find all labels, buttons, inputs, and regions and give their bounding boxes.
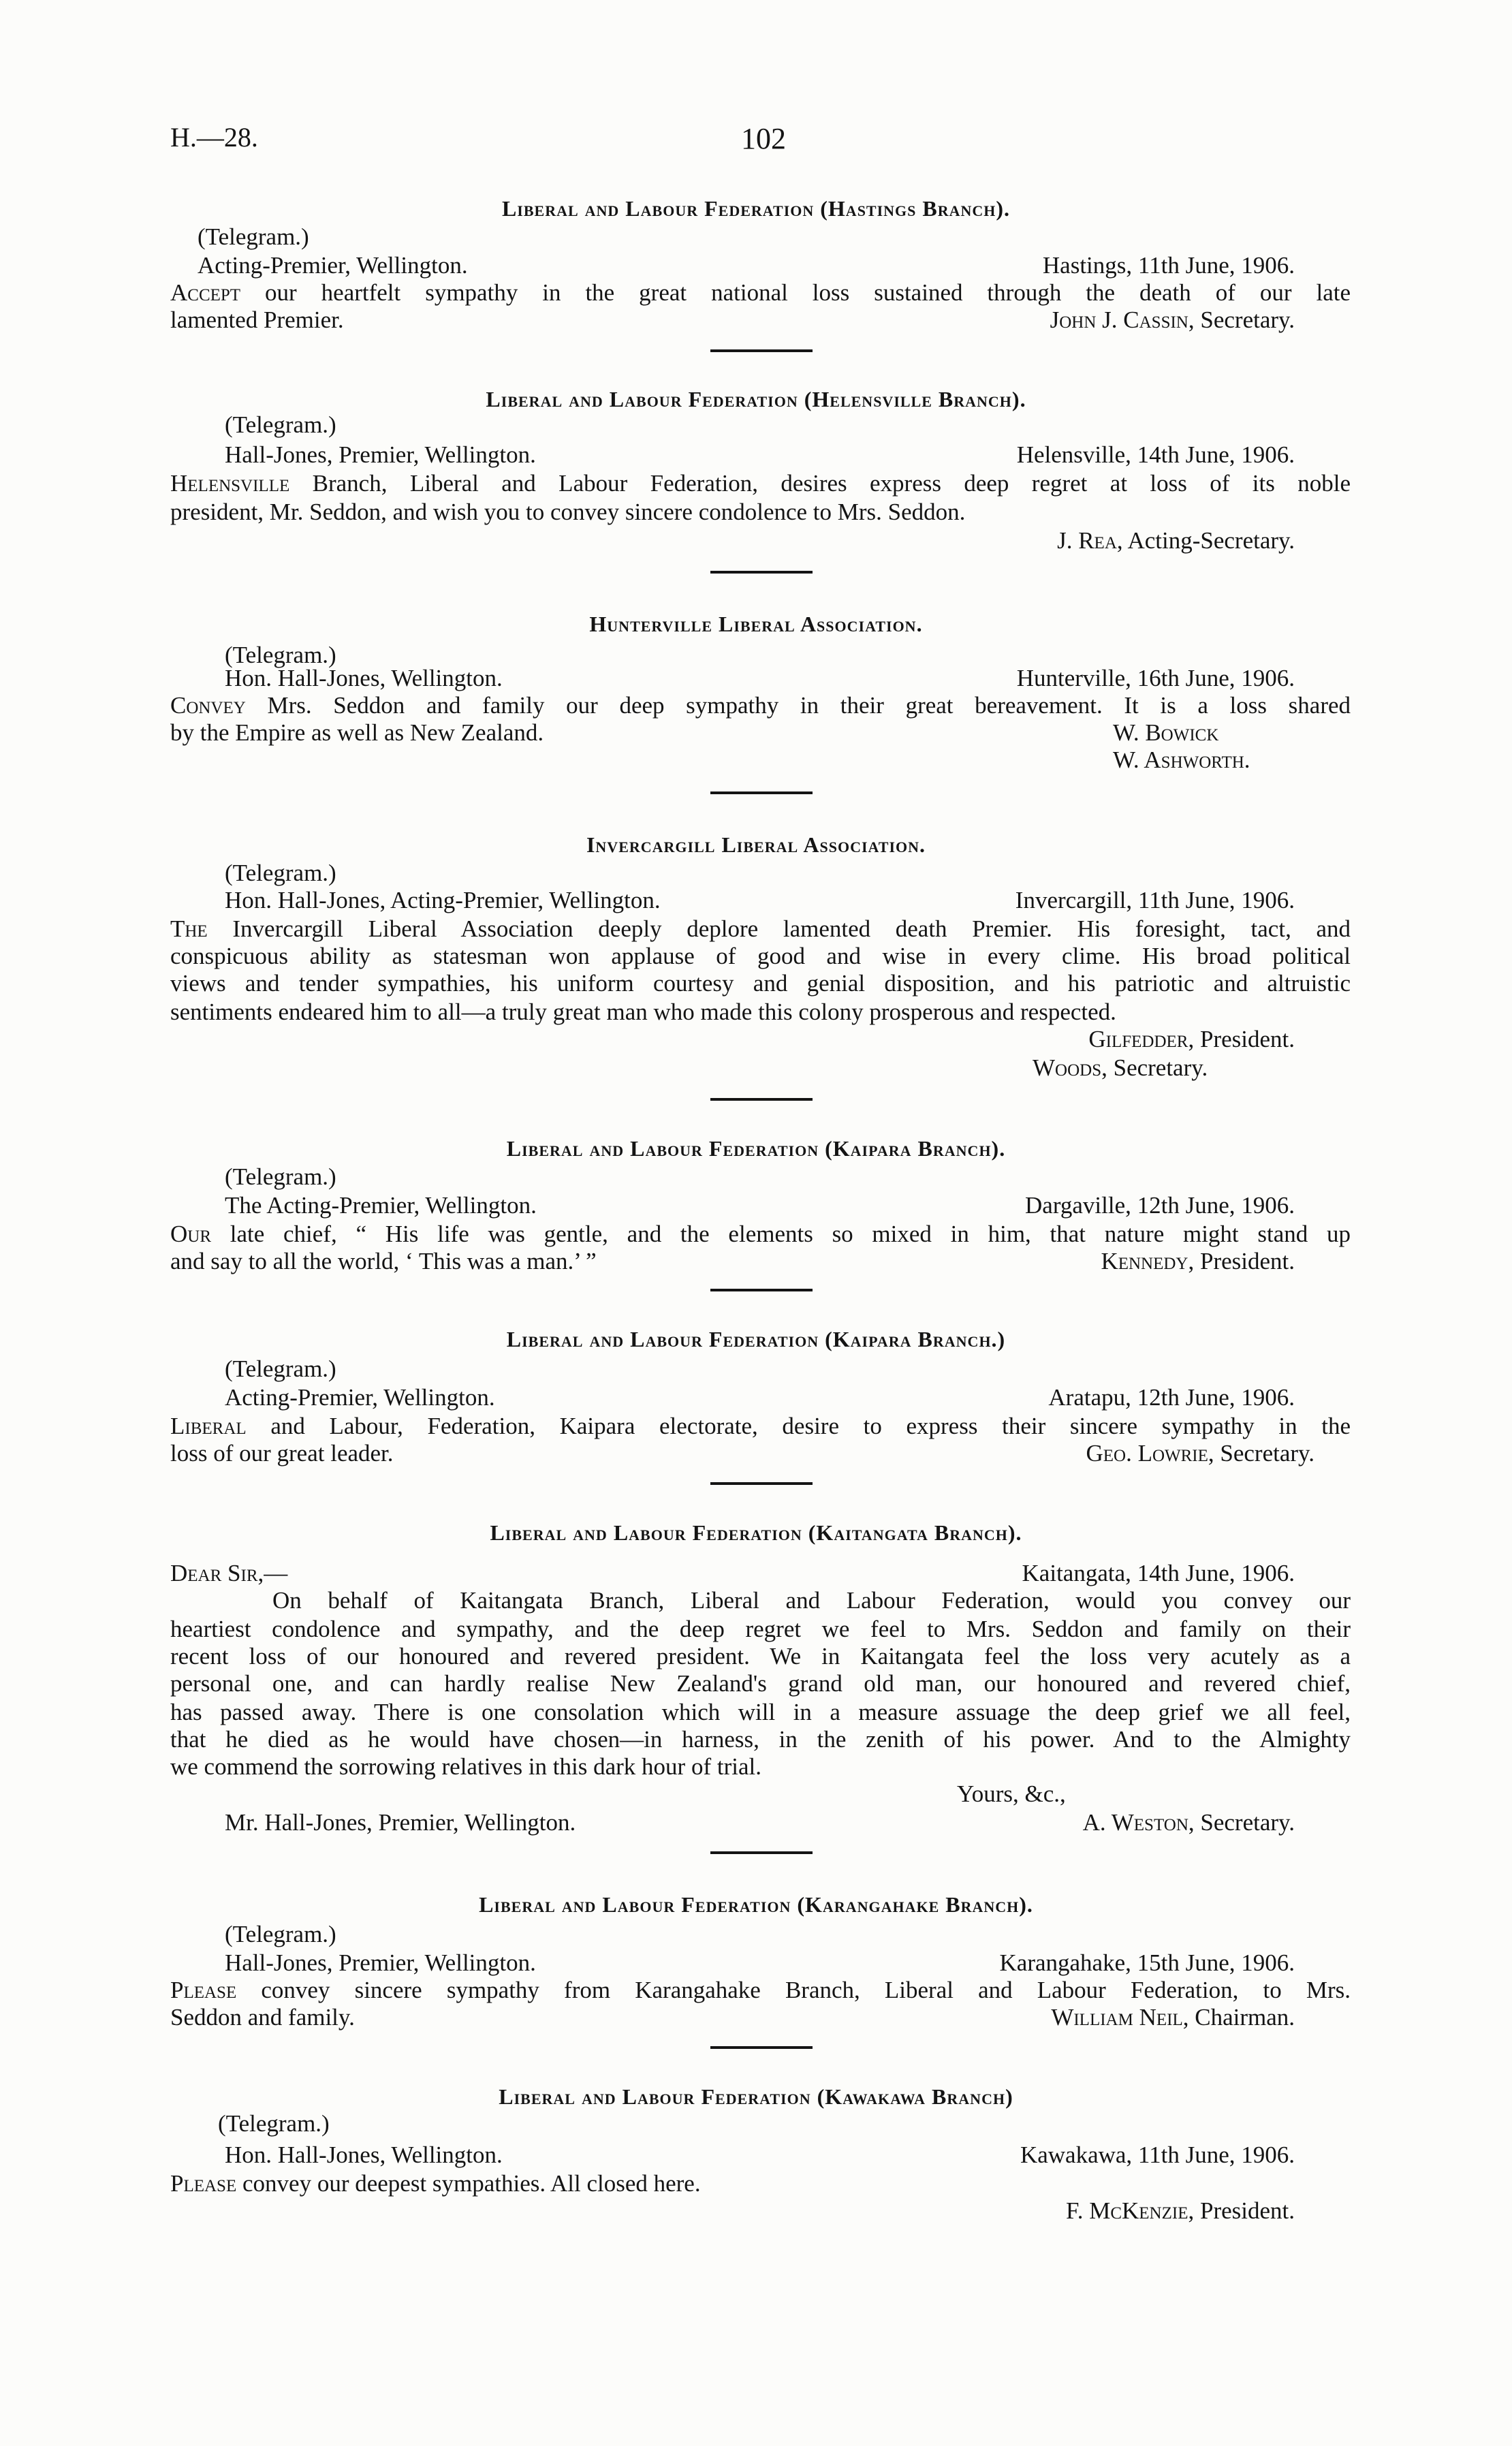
signature-name: A. Weston	[1082, 1809, 1188, 1836]
body-text: convey sincere sympathy from Karangahake Branch, Liberal and Labour Federation, to Mrs.	[261, 1977, 1351, 2003]
letter-kaitangata	[0, 1519, 1512, 1546]
place-date: Kawakawa, 11th June, 1906.	[1020, 2142, 1295, 2168]
lead-word: Please	[170, 1977, 237, 2003]
addressee: Hon. Hall-Jones, Wellington.	[225, 2142, 503, 2168]
telegram-label: (Telegram.)	[225, 1921, 336, 1947]
body-text: Invercargill Liberal Association deeply deplore lamented death Premier. His foresight, tact, and	[232, 915, 1351, 942]
section-divider	[710, 1482, 813, 1485]
signature: W. Ashworth.	[1113, 747, 1250, 773]
body-text: Branch, Liberal and Labour Federation, desires express deep regret at loss of its noble	[312, 470, 1351, 497]
page-number: 102	[741, 122, 786, 155]
body-line: that he died as he would have chosen—in harness, in the zenith of his power. And to the Almighty	[170, 1726, 1351, 1753]
section-divider	[710, 2046, 813, 2049]
addressee: Acting-Premier, Wellington.	[225, 1384, 495, 1411]
signature-title: , President.	[1188, 1248, 1295, 1274]
body-line	[170, 1977, 1351, 2004]
addressee: Acting-Premier, Wellington.	[198, 252, 468, 279]
body-line: by the Empire as well as New Zealand.	[170, 719, 544, 746]
section-divider	[710, 571, 813, 574]
closing: Yours, &c.,	[957, 1781, 1066, 1807]
place-date: Kaitangata, 14th June, 1906.	[1022, 1560, 1295, 1586]
signature	[1057, 527, 1295, 554]
letter-kaipara-aratapu	[0, 1326, 1512, 1353]
body-line	[170, 279, 1351, 307]
section-divider	[710, 791, 813, 794]
signature-title: , Secretary.	[1208, 1440, 1314, 1467]
body-line	[170, 692, 1351, 719]
body-line: sentiments endeared him to all—a truly great man who made this colony prosperous and respected.	[170, 999, 1116, 1025]
signature-title: , Acting-Secretary.	[1116, 527, 1295, 554]
lead-word: Liberal	[170, 1413, 247, 1439]
place-date: Aratapu, 12th June, 1906.	[1048, 1384, 1295, 1411]
lead-word: The	[170, 915, 208, 942]
letter-invercargill	[0, 831, 1512, 858]
section-divider	[710, 1289, 813, 1291]
signature-name: Gilfedder	[1088, 1026, 1188, 1052]
telegram-label: (Telegram.)	[225, 1163, 336, 1190]
signature	[1033, 1054, 1208, 1082]
page-reference: H.—28.	[170, 122, 258, 153]
signature-title: , Secretary.	[1188, 1809, 1295, 1836]
addressee: Mr. Hall-Jones, Premier, Wellington.	[225, 1809, 576, 1836]
signature-name: John J. Cassin	[1050, 307, 1188, 333]
body-text: late chief, “ His life was gentle, and the elements so mixed in him, that nature might stand up	[230, 1221, 1351, 1247]
body-line: views and tender sympathies, his uniform courtesy and genial disposition, and his patriotic and altruistic	[170, 970, 1351, 997]
section-heading: Liberal and Labour Federation (Kaipara Branch).	[506, 1136, 1006, 1161]
signature-title: , President.	[1188, 1026, 1295, 1052]
body-line: conspicuous ability as statesman won applause of good and wise in every clime. His broad political	[170, 943, 1351, 969]
body-line: has passed away. There is one consolation which will in a measure assuage the deep grief we all feel,	[170, 1699, 1351, 1725]
body-line: we commend the sorrowing relatives in this dark hour of trial.	[170, 1753, 761, 1780]
signature-title: , Chairman.	[1182, 2004, 1295, 2031]
signature-title: , President.	[1188, 2197, 1295, 2224]
section-heading: Liberal and Labour Federation (Helensville Branch).	[486, 387, 1026, 411]
signature	[1083, 1809, 1295, 1836]
body-text: convey our deepest sympathies. All closed here.	[242, 2170, 701, 2197]
addressee: Hon. Hall-Jones, Acting-Premier, Wellington.	[225, 887, 661, 913]
signature-title: , Secretary.	[1101, 1054, 1208, 1081]
section-heading: Liberal and Labour Federation (Kawakawa Branch)	[499, 2084, 1013, 2109]
body-line	[170, 1413, 1351, 1440]
body-text: and Labour, Federation, Kaipara electorate, desire to express their sincere sympathy in the	[270, 1413, 1351, 1439]
lead-word: Helensville	[170, 470, 290, 497]
body-line: lamented Premier.	[170, 307, 344, 333]
section-heading: Liberal and Labour Federation (Kaipara Branch.)	[506, 1327, 1006, 1351]
body-line	[170, 915, 1351, 943]
telegram-label: (Telegram.)	[225, 860, 336, 886]
body-line: heartiest condolence and sympathy, and the deep regret we feel to Mrs. Seddon and family on their	[170, 1616, 1351, 1642]
addressee: Hall-Jones, Premier, Wellington.	[225, 1949, 536, 1976]
letter-kawakawa	[0, 2083, 1512, 2110]
section-heading: Liberal and Labour Federation (Hastings Branch).	[501, 196, 1011, 221]
section-divider	[710, 349, 813, 352]
signature	[1050, 307, 1295, 334]
letter-helensville	[0, 386, 1512, 413]
telegram-label: (Telegram.)	[225, 642, 336, 668]
body-line: personal one, and can hardly realise New Zealand's grand old man, our honoured and revered chief,	[170, 1670, 1351, 1697]
place-date: Karangahake, 15th June, 1906.	[999, 1949, 1295, 1976]
signature-name: Geo. Lowrie	[1086, 1440, 1208, 1467]
signature-name: Woods	[1033, 1054, 1102, 1081]
lead-word: Convey	[170, 692, 246, 719]
signature	[1088, 1026, 1295, 1053]
body-text: Mrs. Seddon and family our deep sympathy in their great bereavement. It is a loss shared	[267, 692, 1351, 719]
letter-hastings	[0, 195, 1512, 222]
signature-name: F. McKenzie	[1066, 2197, 1188, 2224]
body-line	[170, 1221, 1351, 1248]
signature	[1101, 1248, 1295, 1275]
body-text: our heartfelt sympathy in the great national loss sustained through the death of our late	[265, 279, 1351, 306]
section-divider	[710, 1098, 813, 1101]
place-date: Hastings, 11th June, 1906.	[1042, 252, 1295, 279]
signature-name: J. Rea	[1057, 527, 1117, 554]
addressee: Hall-Jones, Premier, Wellington.	[225, 441, 536, 468]
body-line	[170, 2170, 701, 2197]
place-date: Hunterville, 16th June, 1906.	[1016, 665, 1295, 691]
body-line: On behalf of Kaitangata Branch, Liberal and Labour Federation, would you convey our	[272, 1587, 1351, 1614]
place-date: Helensville, 14th June, 1906.	[1016, 441, 1295, 468]
body-line: recent loss of our honoured and revered president. We in Kaitangata feel the loss very acutely as a	[170, 1643, 1351, 1669]
telegram-label: (Telegram.)	[198, 223, 309, 250]
signature-name: Kennedy	[1101, 1248, 1188, 1274]
section-divider	[710, 1851, 813, 1854]
place-date: Dargaville, 12th June, 1906.	[1025, 1192, 1295, 1219]
signature	[1066, 2197, 1295, 2225]
signature	[1051, 2004, 1295, 2031]
body-line: loss of our great leader.	[170, 1440, 394, 1467]
addressee: Hon. Hall-Jones, Wellington.	[225, 665, 503, 691]
signature-name: William Neil	[1051, 2004, 1183, 2031]
telegram-label: (Telegram.)	[225, 411, 336, 438]
letter-hunterville	[0, 610, 1512, 638]
addressee: The Acting-Premier, Wellington.	[225, 1192, 537, 1219]
body-line: and say to all the world, ‘ This was a man.’ ”	[170, 1248, 597, 1274]
section-heading: Liberal and Labour Federation (Kaitangata Branch).	[490, 1520, 1022, 1545]
section-heading: Invercargill Liberal Association.	[586, 832, 926, 857]
signature: W. Bowick	[1113, 719, 1219, 746]
telegram-label: (Telegram.)	[225, 1355, 336, 1382]
signature	[1086, 1440, 1314, 1467]
lead-word: Our	[170, 1221, 212, 1247]
lead-word: Please	[170, 2170, 237, 2197]
place-date: Invercargill, 11th June, 1906.	[1015, 887, 1295, 913]
letter-kaipara-dargaville	[0, 1135, 1512, 1162]
salutation: Dear Sir,—	[170, 1560, 288, 1586]
signature-title: , Secretary.	[1188, 307, 1295, 333]
body-line: Seddon and family.	[170, 2004, 355, 2031]
lead-word: Accept	[170, 279, 241, 306]
body-line: president, Mr. Seddon, and wish you to convey sincere condolence to Mrs. Seddon.	[170, 499, 966, 525]
telegram-label: (Telegram.)	[218, 2110, 330, 2137]
letter-karangahake	[0, 1891, 1512, 1918]
section-heading: Hunterville Liberal Association.	[589, 612, 923, 636]
body-line	[170, 470, 1351, 497]
section-heading: Liberal and Labour Federation (Karangahake Branch).	[479, 1892, 1033, 1917]
